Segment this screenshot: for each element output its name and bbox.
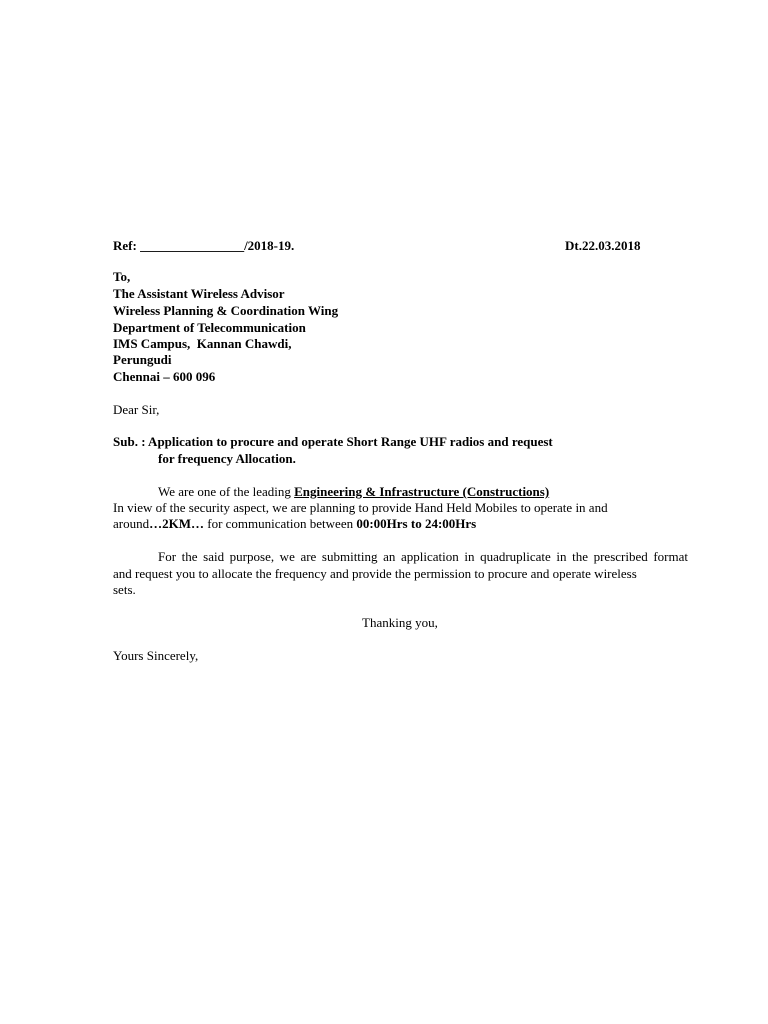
address-line: Wireless Planning & Coordination Wing (113, 303, 339, 318)
address-to: To, (113, 269, 131, 284)
distance-value: …2KM… (149, 516, 204, 531)
address-line: IMS Campus, Kannan Chawdi, (113, 336, 292, 351)
address-line: The Assistant Wireless Advisor (113, 286, 285, 301)
subject-line: Sub. : Application to procure and operate Short Range UHF radios and request (113, 434, 553, 449)
greeting: Dear Sir, (113, 402, 160, 417)
paragraph-line: In view of the security aspect, we are planning to provide Hand Held Mobiles to operate in and (113, 500, 608, 515)
letter-date: Dt.22.03.2018 (565, 238, 641, 253)
communication-text: for communication between (204, 516, 357, 531)
paragraph-line (158, 484, 549, 500)
operating-hours: 00:00Hrs to 24:00Hrs (356, 516, 477, 531)
address-line: Chennai – 600 096 (113, 369, 216, 384)
address-line: Department of Telecommunication (113, 320, 306, 335)
paragraph-line: sets. (113, 582, 136, 597)
address-line: Perungudi (113, 352, 172, 367)
paragraph-line: and request you to allocate the frequency and provide the permission to procure and operate wireless (113, 566, 637, 581)
company-type: Engineering & Infrastructure (Constructions) (294, 484, 550, 499)
thanks-line: Thanking you, (362, 615, 438, 630)
intro-text: We are one of the leading (158, 484, 295, 499)
subject-line: for frequency Allocation. (158, 451, 296, 466)
closing-line: Yours Sincerely, (113, 648, 199, 663)
paragraph-line: For the said purpose, we are submitting an application in quadruplicate in the prescribed format (158, 549, 688, 564)
reference-number: Ref: ________________/2018-19. (113, 238, 295, 253)
around-text: around (113, 516, 150, 531)
paragraph-line (113, 516, 476, 532)
